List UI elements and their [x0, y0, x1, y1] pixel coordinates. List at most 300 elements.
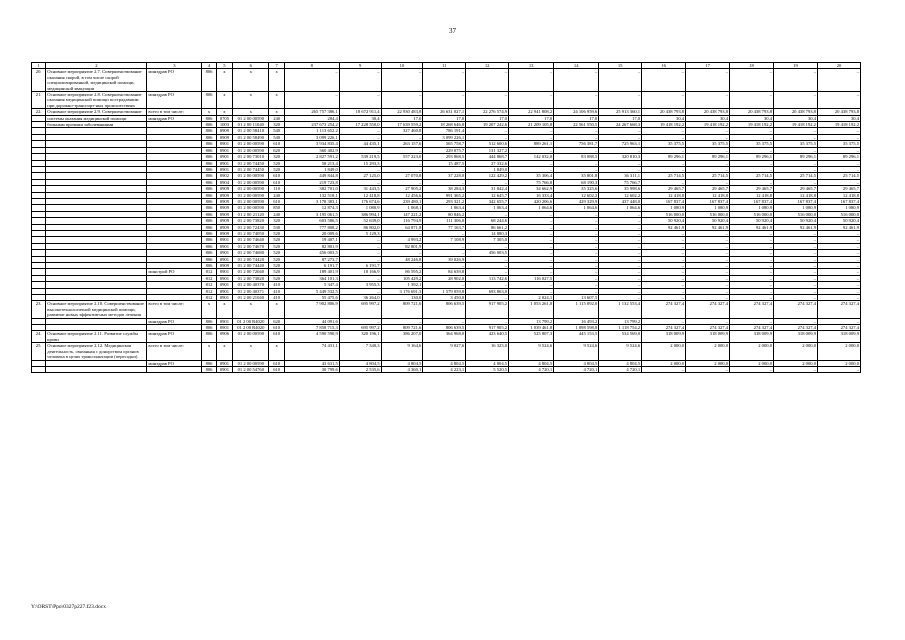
table-cell: 520	[269, 243, 284, 249]
table-cell: 320 196,1	[339, 331, 381, 343]
table-cell: 2 827 591,2	[284, 154, 339, 160]
table-cell: 4 720,1	[599, 366, 642, 372]
table-cell: 22 276 574,9	[466, 109, 509, 115]
table-cell: 991 365,2	[423, 192, 466, 198]
table-cell: 806	[202, 173, 216, 179]
table-cell: 20 438 793,8	[817, 109, 860, 115]
table-cell: 4 720,1	[509, 366, 554, 372]
table-cell: –	[774, 250, 818, 256]
table-cell: –	[730, 318, 774, 324]
table-cell: –	[284, 69, 339, 92]
table-cell: 15 293,3	[339, 160, 381, 166]
table-cell: –	[599, 243, 642, 249]
table-cell: 1 115 092,0	[554, 301, 599, 318]
table-cell: 520	[269, 166, 284, 172]
table-cell: –	[381, 179, 423, 185]
table-cell: 9 164,6	[381, 343, 423, 360]
table-cell: –	[730, 160, 774, 166]
table-cell: 19 207 242,6	[466, 122, 509, 128]
table-cell: 75 766,8	[509, 179, 554, 185]
table-cell: 86 595,2	[381, 269, 423, 275]
table-cell: 36 311,1	[599, 173, 642, 179]
table-cell: 274 327,4	[642, 301, 686, 318]
table-cell: 320	[269, 122, 284, 128]
table-cell: 43 631,5	[284, 360, 339, 366]
table-cell: –	[817, 250, 860, 256]
table-cell: –	[642, 179, 686, 185]
column-header: 20	[817, 63, 860, 69]
table-cell: Основное мероприятие 2.7. Совершенствование оказания скорой, в том числе скорой специализированной, медицинской помощи, медицинской эвакуации	[46, 69, 147, 92]
table-cell: 68 244,6	[466, 218, 509, 224]
table-cell: –	[774, 366, 818, 372]
table-cell: –	[774, 256, 818, 262]
table-cell: 17 639 559,2	[381, 122, 423, 128]
table-cell: –	[599, 224, 642, 230]
table-cell: 0909	[216, 128, 232, 134]
table-cell: 806	[202, 141, 216, 147]
table-cell: –	[686, 92, 730, 109]
column-header: 1	[32, 63, 46, 69]
table-cell: 610	[269, 325, 284, 331]
table-cell: –	[642, 318, 686, 324]
table-cell: –	[642, 166, 686, 172]
table-cell: 0909	[216, 192, 232, 198]
table-cell: –	[730, 295, 774, 301]
table-cell: 0909	[216, 134, 232, 140]
table-cell: 0901	[216, 318, 232, 324]
table-cell: –	[509, 250, 554, 256]
table-cell: 44 091,6	[284, 318, 339, 324]
table-cell: 01 2 00 74450	[233, 166, 269, 172]
table-cell: –	[339, 318, 381, 324]
table-cell: 809 721,6	[381, 325, 423, 331]
table-cell: 806	[202, 147, 216, 153]
table-cell: 01 2 00 40371	[233, 288, 269, 294]
column-header: 8	[284, 63, 339, 69]
table-cell: –	[730, 179, 774, 185]
table-cell: 4 360,1	[381, 366, 423, 372]
table-cell: –	[599, 237, 642, 243]
table-cell: х	[269, 109, 284, 115]
table-cell: 84 639,8	[423, 269, 466, 275]
table-cell: 809 721,6	[381, 301, 423, 318]
table-cell: –	[686, 147, 730, 153]
table-cell: –	[774, 69, 818, 92]
table-cell: –	[730, 134, 774, 140]
table-cell: 1 579 059,8	[423, 288, 466, 294]
table-cell: –	[642, 69, 686, 92]
table-cell: 530	[269, 224, 284, 230]
table-cell: 2 000,0	[730, 343, 774, 360]
table-cell: 24 267 668,3	[599, 122, 642, 128]
table-cell: 520	[269, 256, 284, 262]
table-cell: 693 863,0	[466, 288, 509, 294]
table-cell: –	[730, 230, 774, 236]
table-cell: 3 099 226,1	[284, 134, 339, 140]
table-cell: 0901	[216, 166, 232, 172]
table-cell: 01 2 00 40370	[233, 282, 269, 288]
table-cell: –	[466, 295, 509, 301]
table-cell: 132 518,1	[284, 192, 339, 198]
table-cell: 456 003,5	[466, 250, 509, 256]
table-cell: –	[599, 250, 642, 256]
table-cell: –	[466, 263, 509, 269]
table-cell: 111 306,0	[423, 218, 466, 224]
table-cell: –	[554, 92, 599, 109]
table-cell: 806	[202, 218, 216, 224]
column-header: 2	[46, 63, 147, 69]
table-cell: 284,4	[284, 115, 339, 121]
table-cell: 240	[269, 192, 284, 198]
table-cell: 610	[269, 141, 284, 147]
table-cell: 13 607,5	[554, 295, 599, 301]
table-cell: 444 868,7	[466, 154, 509, 160]
table-cell: 01 2 00 74050	[233, 230, 269, 236]
table-cell: х	[216, 69, 232, 92]
column-header: 16	[642, 63, 686, 69]
table-cell: –	[730, 282, 774, 288]
table-cell: 274 327,4	[774, 301, 818, 318]
table-cell: –	[509, 243, 554, 249]
table-cell: 35 375,5	[686, 141, 730, 147]
table-cell: 4 804,5	[423, 360, 466, 366]
table-cell: –	[599, 160, 642, 166]
table-cell: 30 799,6	[284, 366, 339, 372]
table-cell: 806	[202, 154, 216, 160]
table-cell: –	[599, 295, 642, 301]
table-cell: 01 2 00 74640	[233, 237, 269, 243]
table-cell: –	[339, 166, 381, 172]
table-cell: х	[233, 343, 269, 360]
table-cell: –	[817, 243, 860, 249]
table-cell: 812	[202, 295, 216, 301]
table-cell: –	[339, 128, 381, 134]
table-cell: –	[642, 92, 686, 109]
table-cell: –	[599, 288, 642, 294]
table-cell: 293 868,5	[423, 154, 466, 160]
table-cell: –	[774, 147, 818, 153]
table-cell: 6 191,7	[339, 263, 381, 269]
table-cell: 382 701,0	[284, 186, 339, 192]
table-cell: 917 905,2	[466, 325, 509, 331]
table-cell: 35 306,4	[509, 173, 554, 179]
table-cell: –	[642, 147, 686, 153]
table-cell: –	[817, 366, 860, 372]
table-cell: –	[554, 147, 599, 153]
table-cell: 01 2 00 74420	[233, 256, 269, 262]
table-cell: 516 000,0	[817, 211, 860, 217]
table-cell: 725 963,1	[599, 141, 642, 147]
table-cell: 77 163,7	[423, 224, 466, 230]
table-cell: –	[466, 134, 509, 140]
table-cell: 0901	[216, 366, 232, 372]
table-cell: 239 480,1	[381, 198, 423, 204]
table-cell: 4 804,5	[339, 360, 381, 366]
table-cell: 12 874,3	[284, 205, 339, 211]
table-cell	[147, 366, 202, 372]
table-cell: 516 000,0	[774, 211, 818, 217]
table-cell: 4 804,5	[554, 360, 599, 366]
table-cell: 12 418,8	[339, 192, 381, 198]
table-cell: –	[554, 230, 599, 236]
table-cell: 92 461,9	[730, 224, 774, 230]
table-cell: х	[269, 343, 284, 360]
table-cell: –	[423, 166, 466, 172]
table-cell: 25 714,5	[686, 173, 730, 179]
table-cell: 437 448,0	[599, 198, 642, 204]
table-cell: –	[774, 318, 818, 324]
table-cell: 39 026,9	[423, 256, 466, 262]
table-cell: 1 039 461,8	[509, 325, 554, 331]
table-cell: 12 456,6	[381, 192, 423, 198]
table-cell: –	[817, 166, 860, 172]
table-cell: 274 327,4	[730, 325, 774, 331]
table-cell: –	[423, 282, 466, 288]
table-cell: 274 327,4	[774, 325, 818, 331]
table-cell: –	[509, 134, 554, 140]
table-cell: 27 125,0	[339, 173, 381, 179]
table-cell: 0909	[216, 224, 232, 230]
table-cell: –	[774, 282, 818, 288]
table-cell: 0901	[216, 269, 232, 275]
table-cell: 16 333,4	[509, 192, 554, 198]
table-cell: 1 098 598,8	[554, 325, 599, 331]
table-cell: 520	[269, 237, 284, 243]
table-cell: 89 296,1	[817, 154, 860, 160]
table-cell: 25 714,5	[730, 173, 774, 179]
table-row	[32, 331, 861, 343]
table-cell: 0909	[216, 198, 232, 204]
table-cell: 89 296,1	[730, 154, 774, 160]
table-cell: 18 268 646,8	[423, 122, 466, 128]
table-cell: 0906	[216, 331, 232, 343]
table-cell: –	[686, 275, 730, 281]
table-cell: –	[381, 92, 423, 109]
table-cell: 806	[202, 198, 216, 204]
table-cell: 603 586,5	[284, 218, 339, 224]
table-cell: –	[509, 224, 554, 230]
table-cell: х	[216, 109, 232, 115]
table-cell: 30,4	[642, 115, 686, 121]
column-header: 19	[774, 63, 818, 69]
table-cell: –	[509, 166, 554, 172]
table-cell: 520	[269, 160, 284, 166]
table-cell: –	[509, 263, 554, 269]
table-cell: 89 296,1	[686, 154, 730, 160]
table-cell: 320	[269, 218, 284, 224]
table-cell: 2 024,1	[509, 295, 554, 301]
table-cell: 22.	[32, 109, 46, 115]
table-cell: 1 080,9	[642, 205, 686, 211]
table-cell: –	[774, 179, 818, 185]
table-cell: 423 640,5	[466, 331, 509, 343]
table-cell: –	[686, 250, 730, 256]
table-cell: 01 2 00 00590	[233, 173, 269, 179]
table-cell: 0902	[216, 173, 232, 179]
table-cell: –	[509, 69, 554, 92]
table-cell: –	[599, 230, 642, 236]
table-cell: –	[381, 263, 423, 269]
table-cell: –	[554, 160, 599, 166]
table-cell: 520	[269, 230, 284, 236]
table-cell: 18 166,9	[339, 269, 381, 275]
table-cell: 610	[269, 198, 284, 204]
table-cell: 0901	[216, 237, 232, 243]
table-cell: минздрав РО	[147, 69, 202, 92]
table-cell: х	[269, 69, 284, 92]
table-cell: х	[202, 109, 216, 115]
table-cell: 35 375,5	[642, 141, 686, 147]
table-cell: –	[554, 263, 599, 269]
table-cell: 75 766,7	[599, 179, 642, 185]
table-cell: 01 2 00 72430	[233, 224, 269, 230]
table-cell: Основное мероприятие 2.10. Совершенствование высокотехнологичной медицинской помощи, развитие новых эффектив-ных методов лечения	[46, 301, 147, 318]
table-cell: –	[599, 128, 642, 134]
table-cell: 318 009,9	[686, 331, 730, 343]
table-cell: 142 032,0	[509, 154, 554, 160]
table-cell: 24 106 959,6	[554, 109, 599, 115]
table-cell: –	[730, 147, 774, 153]
table-cell: 265 757 386,1	[284, 109, 339, 115]
table-cell: 2 000,0	[817, 360, 860, 366]
table-cell: 516 000,0	[642, 211, 686, 217]
table-cell: всего в том числе:	[147, 109, 202, 115]
table-cell: 35 325,6	[554, 186, 599, 192]
table-cell: 557 223,0	[381, 154, 423, 160]
table-cell: 01 2 00 00590	[233, 147, 269, 153]
table-cell: 50 920,4	[642, 218, 686, 224]
table-cell: –	[774, 288, 818, 294]
table-cell: –	[686, 282, 730, 288]
table-cell: 113 742,6	[466, 275, 509, 281]
table-cell: 812	[202, 282, 216, 288]
table-cell: –	[774, 269, 818, 275]
table-cell: 1 064,6	[509, 205, 554, 211]
table-cell: 1 064,6	[599, 205, 642, 211]
table-cell: 1 849,0	[284, 166, 339, 172]
table-cell: 0901	[216, 288, 232, 294]
table-cell: –	[599, 256, 642, 262]
table-cell: –	[817, 263, 860, 269]
table-cell: х	[233, 109, 269, 115]
table-cell: –	[599, 211, 642, 217]
table-cell: –	[817, 282, 860, 288]
table-cell: 0901	[216, 256, 232, 262]
table-cell: 3 178 383,1	[284, 198, 339, 204]
table-cell: –	[599, 269, 642, 275]
table-cell: –	[686, 230, 730, 236]
table-row	[32, 301, 861, 318]
table-cell: 01 2 00 00590	[233, 186, 269, 192]
table-cell: всего в том числе:	[147, 343, 202, 360]
table-cell: 806	[202, 243, 216, 249]
table-cell: 620	[269, 147, 284, 153]
table-cell: 19 418 192,2	[642, 122, 686, 128]
table-cell: –	[686, 263, 730, 269]
table-cell: 12 602,2	[554, 192, 599, 198]
table-cell: 01 2 00 00590	[233, 179, 269, 185]
table-cell: 50 920,4	[730, 218, 774, 224]
table-cell: 565 758,7	[423, 141, 466, 147]
table-cell: –	[509, 237, 554, 243]
column-header: 18	[730, 63, 774, 69]
table-cell: –	[554, 275, 599, 281]
table-cell: –	[599, 166, 642, 172]
table-cell: 3 955,3	[339, 282, 381, 288]
table-cell: –	[774, 230, 818, 236]
table-cell: 27 070,8	[381, 173, 423, 179]
table-cell: х	[233, 301, 269, 318]
table-cell: 1 113 652,2	[284, 128, 339, 134]
table-cell: –	[686, 166, 730, 172]
table-cell: 12 418,8	[686, 192, 730, 198]
table-cell: 0901	[216, 325, 232, 331]
table-cell: 27 332,6	[466, 160, 509, 166]
table-cell: 1 080,9	[339, 205, 381, 211]
table-cell: 806 639,5	[423, 301, 466, 318]
table-cell: 2 000,0	[642, 360, 686, 366]
column-header: 7	[269, 63, 284, 69]
table-cell: 2 000,0	[686, 360, 730, 366]
table-cell: 01 2 00 R4020	[233, 318, 269, 324]
table-cell: 386 994,1	[339, 211, 381, 217]
column-header: 6	[233, 63, 269, 69]
table-cell: 2 535,6	[339, 366, 381, 372]
table-cell: 806	[202, 211, 216, 217]
table-cell: 274 327,4	[730, 301, 774, 318]
table-cell: 777 808,2	[284, 224, 339, 230]
table-cell: 1 118 754,2	[599, 325, 642, 331]
table-cell: –	[817, 160, 860, 166]
table-cell: 167 837,4	[642, 198, 686, 204]
table-cell: 19 418 192,2	[686, 122, 730, 128]
table-cell: –	[509, 218, 554, 224]
table-cell: –	[381, 250, 423, 256]
table-cell: 318 009,9	[774, 331, 818, 343]
table-cell: –	[509, 269, 554, 275]
table-cell: 17,0	[554, 115, 599, 121]
table-cell: 3 450,0	[423, 295, 466, 301]
table-cell: 327 460,8	[381, 128, 423, 134]
table-cell: 35 801,8	[554, 173, 599, 179]
table-cell: х	[216, 92, 232, 109]
table-cell: 20 438 793,8	[774, 109, 818, 115]
table-cell: 342 655,7	[466, 198, 509, 204]
table-cell: х	[269, 92, 284, 109]
table-cell: 812	[202, 288, 216, 294]
table-cell: 29 465,7	[642, 186, 686, 192]
table-cell: 806	[202, 166, 216, 172]
table-cell: 25 714,5	[817, 173, 860, 179]
table-cell: 26 631 027,1	[423, 109, 466, 115]
table-cell: 20.	[32, 69, 46, 92]
table-cell: 20 009,6	[284, 230, 339, 236]
table-cell: 806	[202, 331, 216, 343]
table-cell: минздрав РО	[147, 331, 202, 343]
table-cell: 29 465,7	[817, 186, 860, 192]
table-cell: –	[339, 134, 381, 140]
table-cell: –	[381, 230, 423, 236]
table-cell: –	[642, 263, 686, 269]
table-cell: 92 461,9	[817, 224, 860, 230]
table-cell: –	[642, 250, 686, 256]
table-cell: 364 101,3	[284, 275, 339, 281]
table-cell: 6 191,7	[284, 263, 339, 269]
table-cell: –	[423, 179, 466, 185]
table-cell: 36 264,0	[339, 295, 381, 301]
table-cell: 386 207,0	[381, 331, 423, 343]
table-cell: –	[554, 250, 599, 256]
